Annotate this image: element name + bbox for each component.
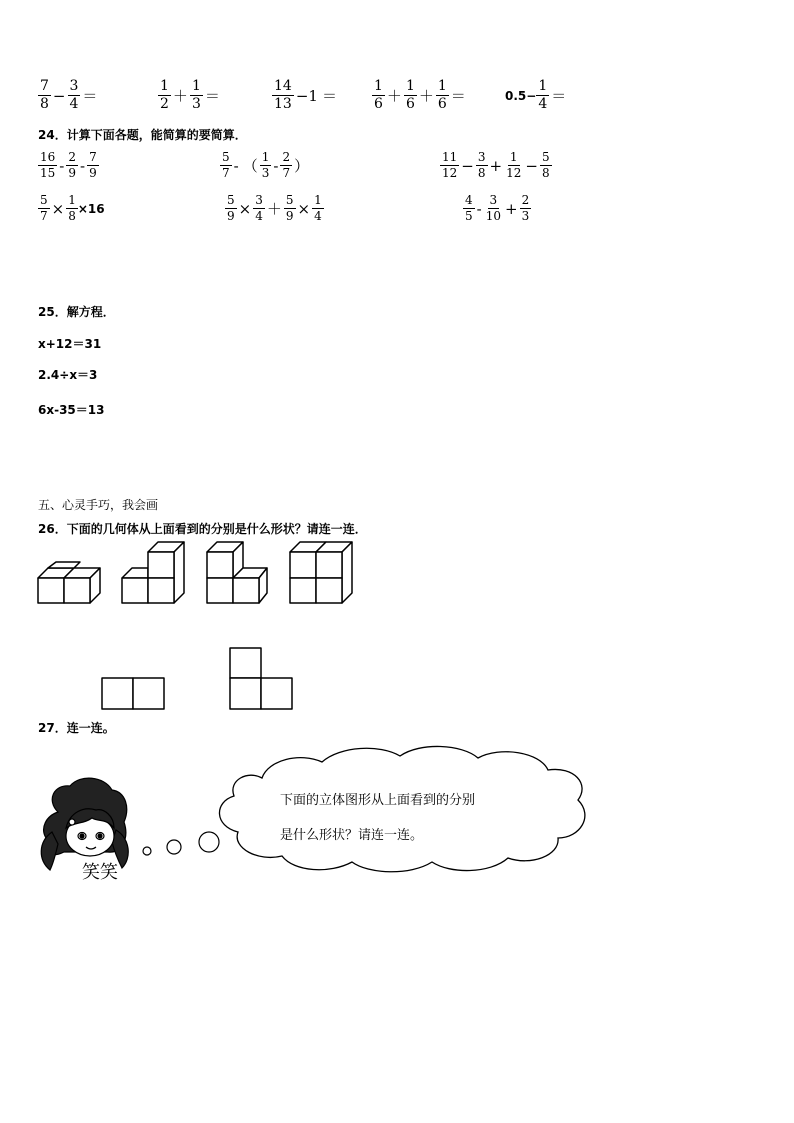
q24-expr-3: $\frac{11}{12}$ − $\frac{3}{8}$ + $\frac{1}{12}$ − $\frac{5}{8}$ — [442, 150, 550, 180]
q25-title: 25．解方程． — [38, 305, 115, 319]
q24-expr-2: $\frac{5}{7}$ - （ $\frac{1}{3}$ - $\frac{2}{7}$ ） — [222, 150, 310, 180]
q24-title: 24．计算下面各题，能简算的要简算． — [38, 128, 247, 142]
cloud-text-line-2: 是什么形状？请连一连。 — [280, 828, 424, 843]
calc-item-4: $\frac{1}{6}$ ＋ $\frac{1}{6}$ ＋ $\frac{1}{6}$ ＝ — [374, 78, 466, 112]
q24-expr-6: $\frac{4}{5}$ - $\frac{3}{10}$ + $\frac{2}{3}$ — [465, 193, 530, 223]
q24-expr-1: $\frac{16}{15}$ - $\frac{2}{9}$ - $\frac{7}{9}$ — [40, 150, 97, 180]
equation-1: x+12＝31 — [38, 337, 102, 351]
equation-3: 6x-35＝13 — [38, 403, 105, 417]
calc-item-3: $\frac{14}{13}$ −1 ＝ — [274, 78, 337, 112]
girl-name-label: 笑笑 — [82, 862, 118, 883]
calc-item-5: 0.5− $\frac{1}{4}$ ＝ — [505, 78, 567, 112]
q26-title: 26．下面的几何体从上面看到的分别是什么形状？请连一连． — [38, 522, 367, 536]
section-5-title: 五、心灵手巧，我会画 — [38, 498, 159, 512]
q27-title: 27．连一连。 — [38, 721, 115, 735]
q24-expr-5: $\frac{5}{9}$ × $\frac{3}{4}$ ＋ $\frac{5}{9}$ × $\frac{1}{4}$ — [227, 193, 322, 223]
q24-expr-4: $\frac{5}{7}$ × $\frac{1}{8}$ ×16 — [40, 193, 105, 223]
cloud-text-line-1: 下面的立体图形从上面看到的分别 — [280, 793, 476, 808]
calc-item-1: $\frac{7}{8}$ − $\frac{3}{4}$ ＝ — [40, 78, 98, 112]
equation-2: 2.4÷x＝3 — [38, 368, 98, 382]
calc-item-2: $\frac{1}{2}$ ＋ $\frac{1}{3}$ ＝ — [160, 78, 220, 112]
